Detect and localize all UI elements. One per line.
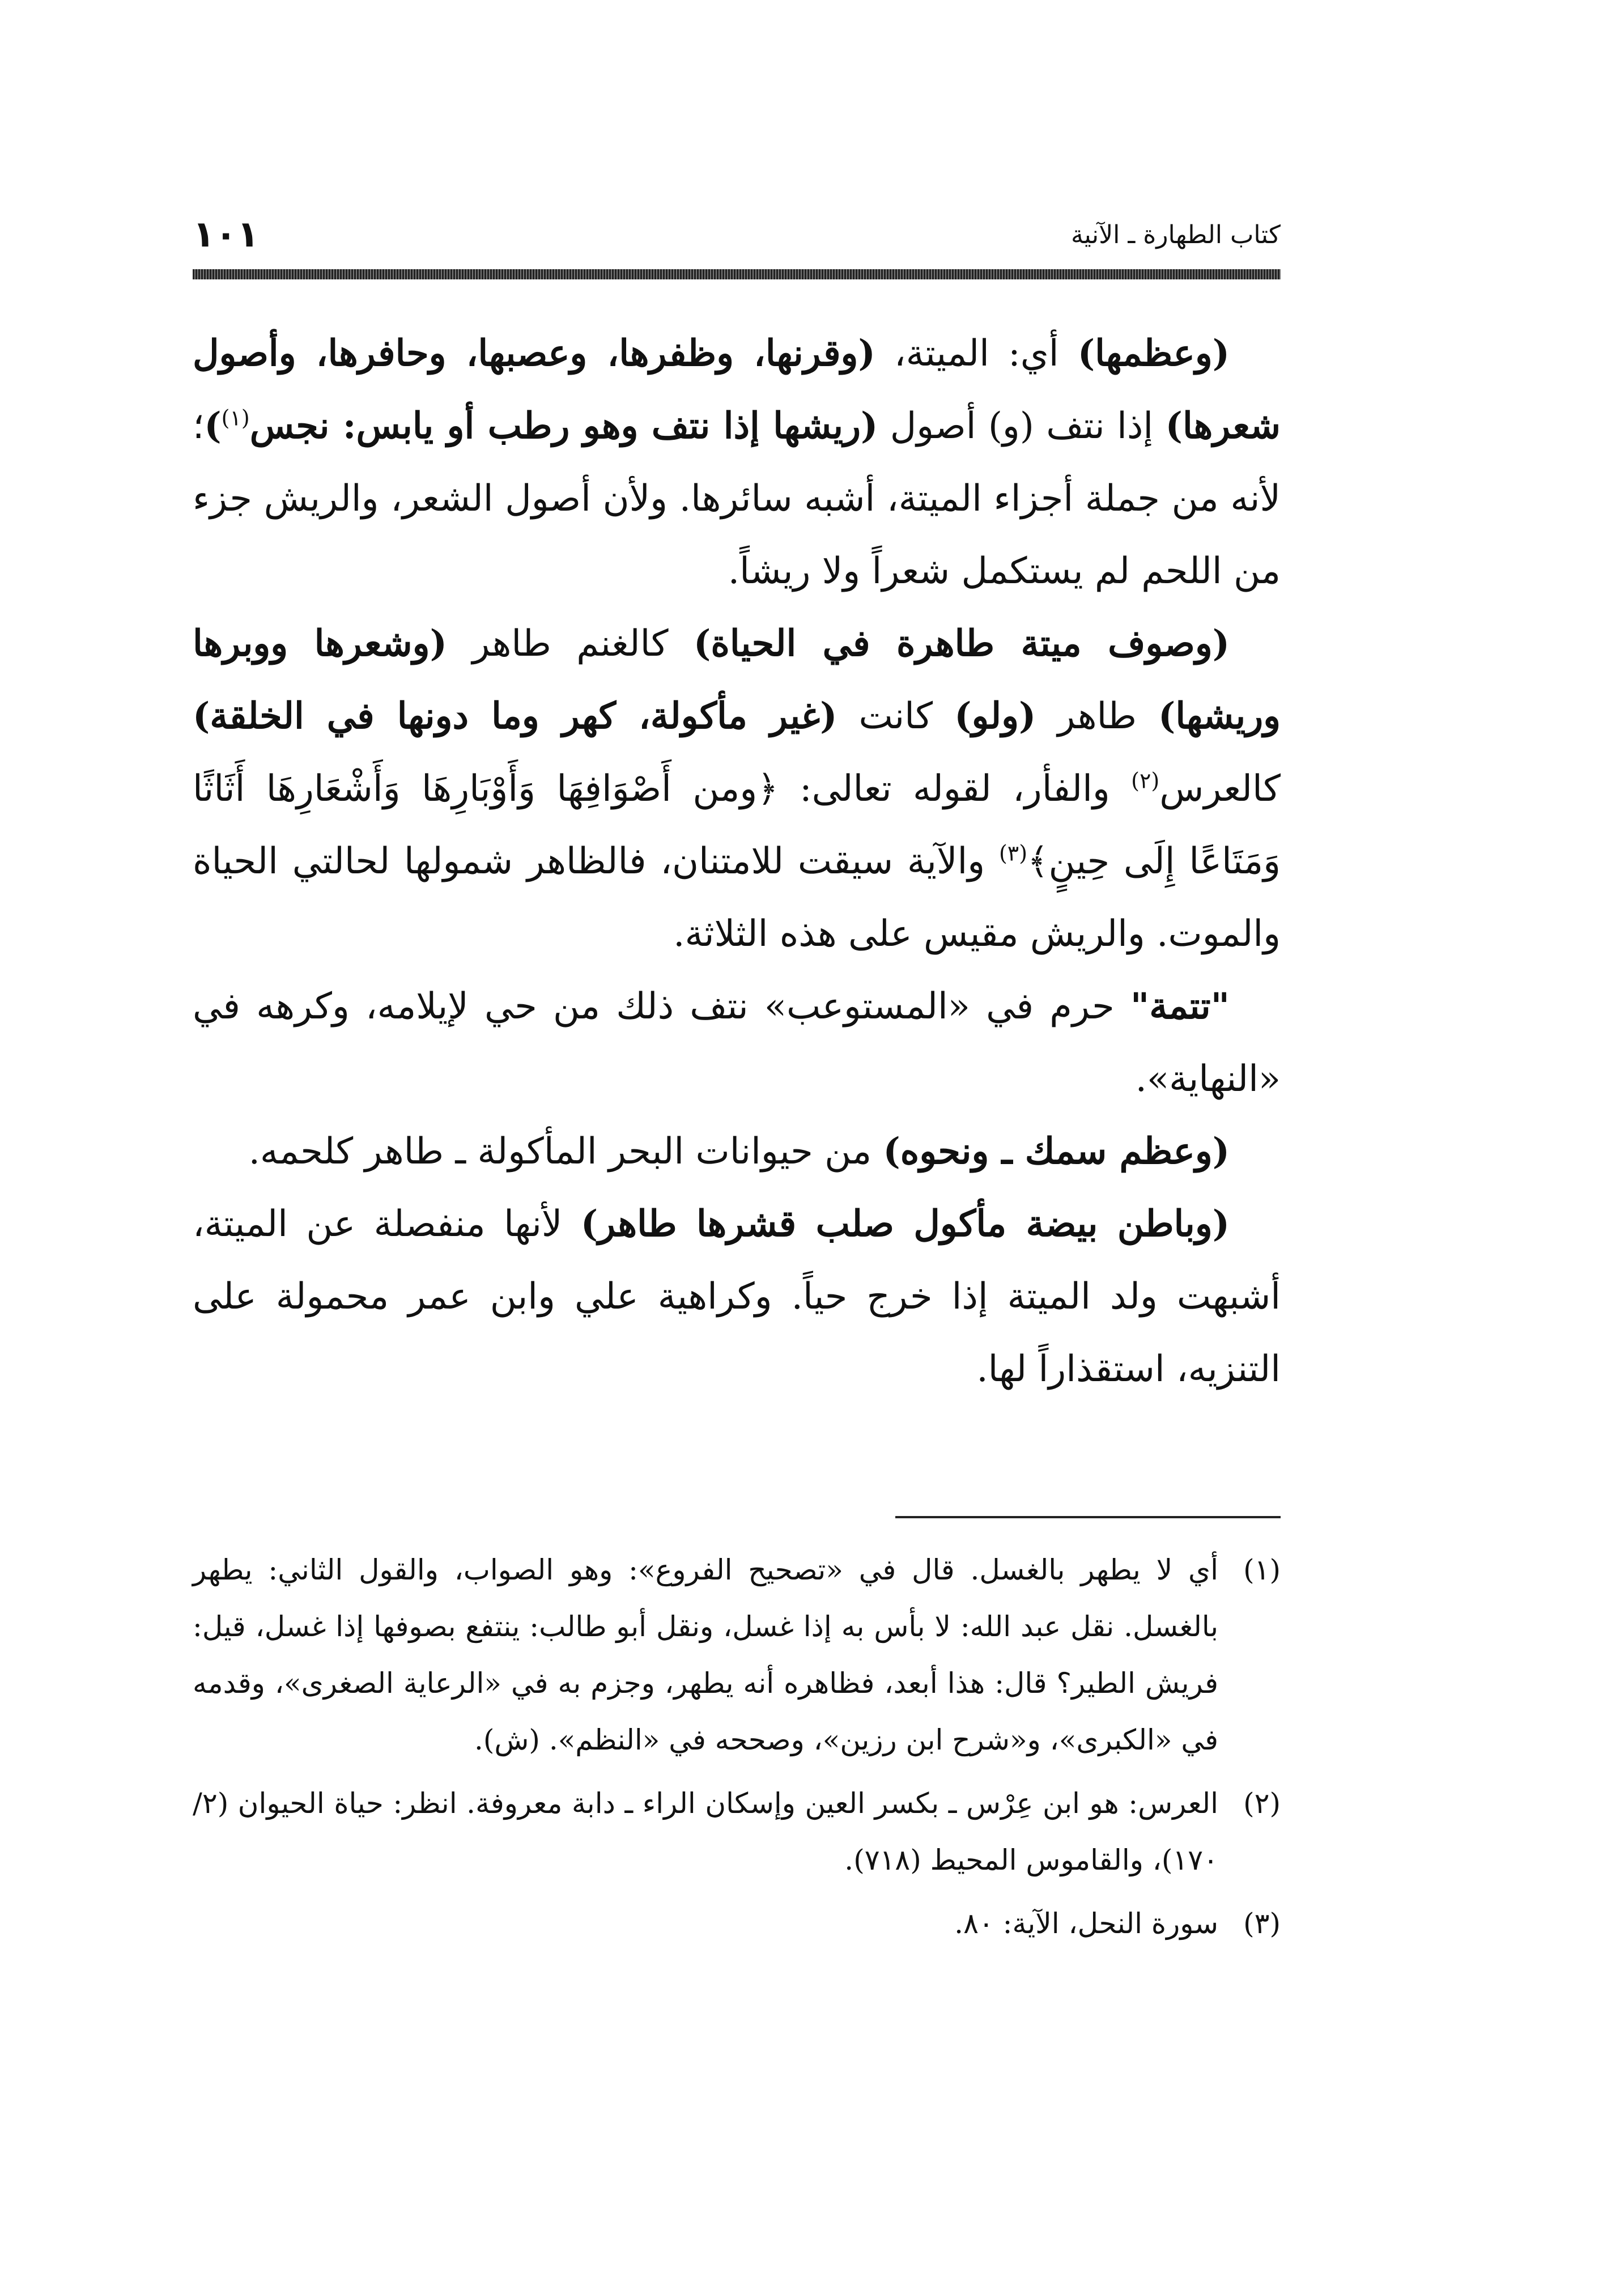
- matn-text: (غير مأكولة، كهر وما دونها في الخلقة): [193, 695, 837, 737]
- matn-text: (وقرنها، وظفرها، وعصبها، وحافرها، وأصول شعرها): [193, 332, 1281, 447]
- matn-text: (وباطن بيضة مأكول صلب قشرها طاهر): [580, 1203, 1230, 1245]
- book-page: [193, 170, 1281, 2154]
- sharh-text: أي: الميتة،: [875, 333, 1078, 375]
- running-title: كتاب الطهارة ـ الآنية: [1070, 220, 1281, 249]
- main-text: [193, 317, 1281, 1405]
- paragraph: [193, 970, 1281, 1115]
- matn-text: ): [204, 405, 222, 447]
- matn-text: "تتمة": [1130, 985, 1230, 1027]
- sharh-text: كالغنم طاهر: [447, 623, 694, 665]
- sharh-text: كالعرس: [1159, 768, 1281, 810]
- page-number: ١٠١: [193, 214, 260, 256]
- paragraph: [193, 317, 1281, 608]
- matn-text: (ولو): [954, 695, 1036, 737]
- matn-text: (ريشها إذا نتف وهو رطب أو يابس: نجس: [249, 405, 878, 447]
- footnote-ref: (١): [221, 405, 250, 431]
- footnote-text: سورة النحل، الآية: ٨٠.: [954, 1907, 1218, 1940]
- footnotes: [193, 1542, 1281, 1959]
- matn-text: (وصوف ميتة طاهرة في الحياة): [694, 622, 1230, 665]
- footnote-text: العرس: هو ابن عِرْس ـ بكسر العين وإسكان الراء ـ دابة معروفة. انظر: حياة الحيوان (٢/ ١٧٠)، والقاموس المحيط (٧١٨).: [193, 1787, 1218, 1876]
- header-rule: [193, 269, 1281, 279]
- footnote-separator: [895, 1516, 1281, 1518]
- footnote: [193, 1775, 1281, 1888]
- footnote: [193, 1542, 1281, 1768]
- sharh-text: ؛ لأنه من جملة أجزاء الميتة، أشبه سائرها. ولأن أصول الشعر، والريش جزء من اللحم لم يستكمل شعراً ولا ريشاً.: [193, 405, 1281, 592]
- paragraph: [193, 1115, 1281, 1188]
- sharh-text: من حيوانات البحر المأكولة ـ طاهر كلحمه.: [248, 1131, 883, 1173]
- paragraph: [193, 608, 1281, 970]
- footnote: [193, 1895, 1281, 1952]
- matn-text: (وعظم سمك ـ ونحوه): [883, 1130, 1230, 1173]
- sharh-text: طاهر: [1036, 695, 1159, 737]
- matn-text: (وشعرها ووبرها وريشها): [193, 622, 1281, 737]
- footnote-number: (١): [1243, 1553, 1281, 1586]
- sharh-text: لأنها منفصلة عن الميتة، أشبهت ولد الميتة إذا خرج حياً. وكراهية علي وابن عمر محمولة على التنزيه، استقذاراً لها.: [193, 1203, 1281, 1390]
- sharh-text: حرم في «المستوعب» نتف ذلك من حي لإيلامه، وكرهه في «النهاية».: [193, 986, 1281, 1100]
- footnote-ref: (٣): [998, 840, 1028, 866]
- footnote-number: (٣): [1243, 1907, 1281, 1940]
- sharh-text: والفأر، لقوله تعالى: ﴿ومن أَصْوَافِهَا وَأَوْبَارِهَا وَأَشْعَارِهَا أَثَاثًا وَمَتَاعًا إِلَى حِينٍ﴾: [193, 768, 1281, 882]
- matn-text: (وعظمها): [1077, 332, 1230, 375]
- footnote-number: (٢): [1243, 1787, 1281, 1820]
- sharh-text: إذا نتف (و) أصول: [878, 405, 1166, 447]
- footnote-text: أي لا يطهر بالغسل. قال في «تصحيح الفروع»: وهو الصواب، والقول الثاني: يطهر بالغسل. نقل عبد الله: لا بأس به إذا غسل، ونقل أبو طالب: ينتفع بصوفها إذا غسل، قيل: فريش الطير؟ قال: هذا أبعد، فظاهره أنه يطهر، وجزم به في «الرعاية الصغرى»، وقدمه في «الكبرى»، و«شرح ابن رزين»، وصححه في «النظم». (ش).: [193, 1553, 1218, 1756]
- sharh-text: والآية سيقت للامتنان، فالظاهر شمولها لحالتي الحياة والموت. والريش مقيس على هذه الثلاثة.: [193, 840, 1281, 955]
- sharh-text: كانت: [837, 695, 955, 737]
- page-header: [193, 215, 1281, 261]
- paragraph: [193, 1188, 1281, 1405]
- footnote-ref: (٢): [1131, 768, 1160, 793]
